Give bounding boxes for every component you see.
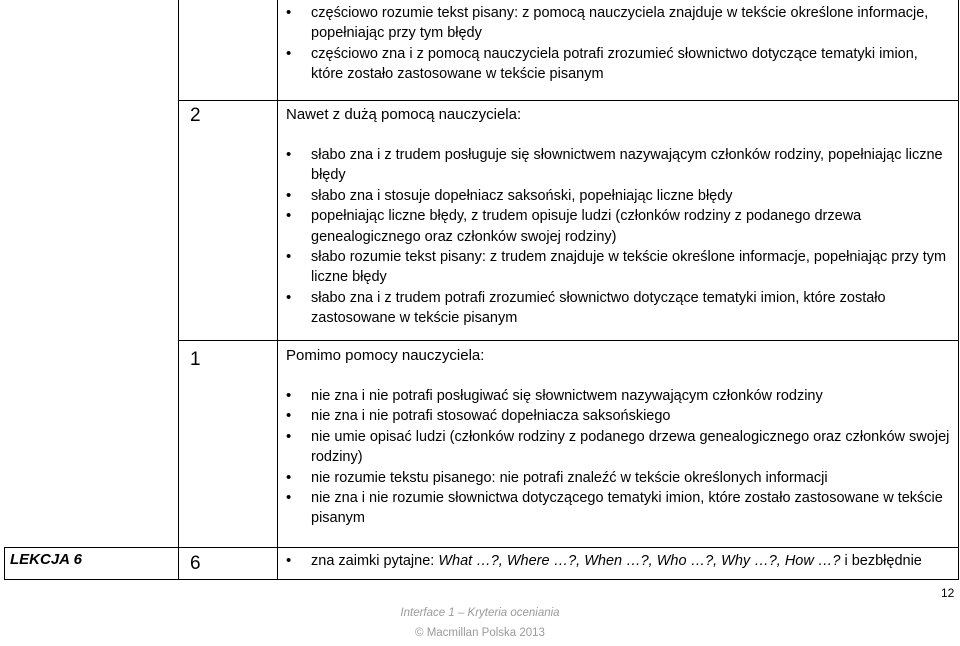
top-criteria-list	[283, 3, 948, 85]
list-item: • słabo zna i stosuje dopełniacz saksoński, popełniając liczne błędy	[283, 186, 951, 206]
table-left-border	[4, 547, 5, 580]
table-border-col1	[178, 0, 179, 580]
grade-number-1: 1	[190, 349, 201, 370]
table-bottom-border	[4, 579, 959, 580]
footer-copyright: © Macmillan Polska 2013	[415, 627, 545, 639]
grade1-criteria-list	[283, 386, 951, 529]
list-item: • słabo rozumie tekst pisany: z trudem znajduje w tekście określone informacje, popełniając przy tym liczne błędy	[283, 247, 951, 288]
item-suffix: i bezbłędnie	[840, 553, 922, 569]
list-item: • nie rozumie tekstu pisanego: nie potrafi znaleźć w tekście określonych informacji	[283, 468, 951, 488]
table-border-col2	[277, 0, 278, 580]
lesson6-criteria-list	[283, 551, 951, 571]
list-item: • nie zna i nie potrafi posługiwać się słownictwem nazywającym członków rodziny	[283, 386, 951, 406]
lesson-label: LEKCJA 6	[10, 551, 82, 568]
page-number: 12	[941, 586, 955, 600]
list-item: • popełniając liczne błędy, z trudem opisuje ludzi (członków rodziny z podanego drzewa genealogicznego oraz członków swojej rodziny)	[283, 206, 951, 247]
list-item: • nie zna i nie potrafi stosować dopełniacza saksońskiego	[283, 406, 951, 426]
grade2-criteria-list	[283, 145, 951, 329]
item-prefix: zna zaimki pytajne:	[311, 553, 439, 569]
row-divider-lesson6	[4, 547, 959, 548]
list-item: • nie umie opisać ludzi (członków rodziny z podanego drzewa genealogicznego oraz członków swojej rodziny)	[283, 427, 951, 468]
grade-number-6: 6	[190, 553, 201, 574]
list-item: • częściowo rozumie tekst pisany: z pomocą nauczyciela znajduje w tekście określone informacje, popełniając przy tym błędy	[283, 3, 948, 44]
grade2-intro: Nawet z dużą pomocą nauczyciela:	[286, 106, 522, 123]
footer-title: Interface 1 – Kryteria oceniania	[400, 607, 560, 619]
row-divider-grade2	[178, 100, 959, 101]
row-divider-grade1	[178, 340, 959, 341]
list-item: • słabo zna i z trudem posługuje się słownictwem nazywającym członków rodziny, popełniając liczne błędy	[283, 145, 951, 186]
list-item: • słabo zna i z trudem potrafi zrozumieć słownictwo dotyczące tematyki imion, które zostało zastosowane w tekście pisanym	[283, 288, 951, 329]
list-item: • częściowo zna i z pomocą nauczyciela potrafi zrozumieć słownictwo dotyczące tematyki imion, które zostało zastosowane w tekście pisanym	[283, 44, 948, 85]
grade-number-2: 2	[190, 105, 201, 126]
list-item: • nie zna i nie rozumie słownictwa dotyczącego tematyki imion, które zostało zastosowane w tekście pisanym	[283, 488, 951, 529]
question-words: What …?, Where …?, When …?, Who …?, Why …?, How …?	[438, 553, 841, 569]
table-right-border	[958, 0, 959, 580]
grade1-intro: Pomimo pomocy nauczyciela:	[286, 347, 485, 364]
list-item	[283, 551, 951, 571]
